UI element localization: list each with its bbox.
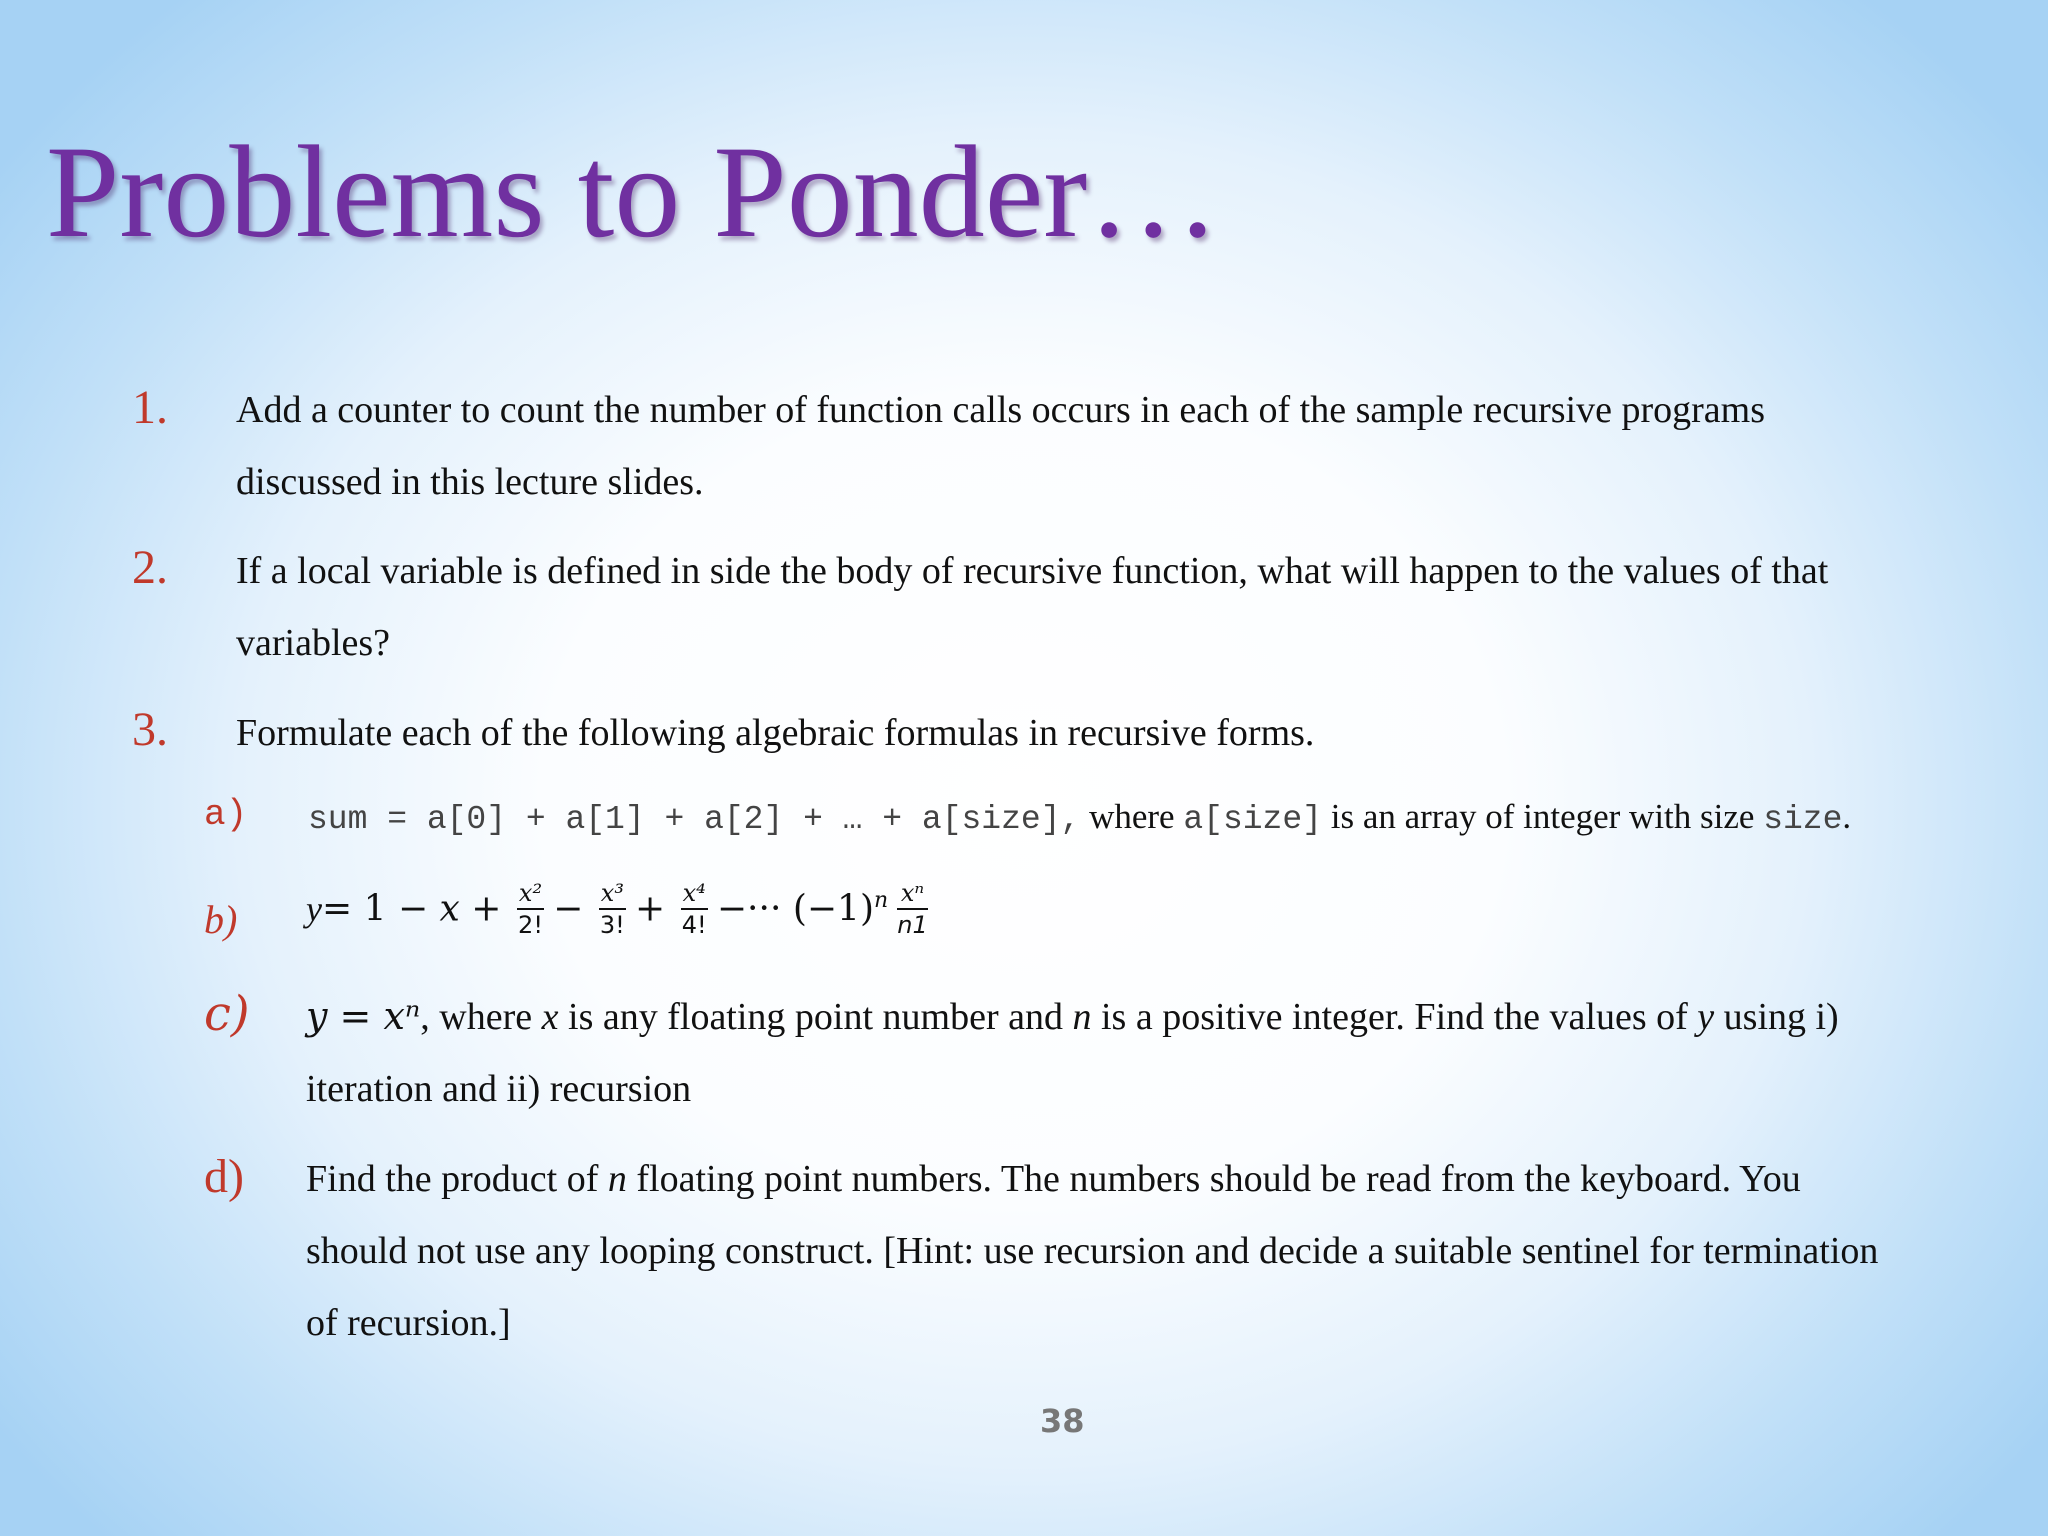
sub-d-t2: floating point numbers. The numbers should be read from the keyboard. You should not use any looping construct. [Hint: use recursion and decide a suitable sentinel for termination of recursion.]	[306, 1158, 1879, 1344]
problem-2-text: If a local variable is defined in side the body of recursive function, what will happen to the values of that variables?	[236, 550, 1829, 664]
sub-a-text	[308, 790, 1851, 847]
sub-c-y: y	[1697, 996, 1715, 1038]
math-y: y	[306, 889, 322, 929]
fraction-denominator: n1	[897, 911, 928, 939]
math-plus-1: +	[459, 888, 513, 930]
fraction-numerator: xⁿ	[897, 878, 927, 910]
sub-a-array: a[size]	[1183, 801, 1322, 838]
sub-b-formula	[306, 878, 932, 978]
sub-c-letter: c)	[204, 986, 250, 1042]
math-tail: −··· (−1)	[716, 888, 874, 930]
sub-d-t1: Find the product of	[306, 1158, 608, 1200]
sub-c-x: x	[541, 996, 559, 1038]
fraction-x4-4	[681, 878, 708, 940]
problem-3-number: 3.	[132, 703, 168, 756]
sub-c-n: n	[1072, 996, 1092, 1038]
sub-a-size: size	[1763, 801, 1843, 838]
sub-d-letter: d)	[204, 1150, 244, 1203]
fraction-numerator: x⁴	[681, 878, 708, 910]
sub-c-formula: y = xⁿ	[306, 994, 421, 1038]
slide-title: Problems to Ponder…	[46, 118, 1220, 265]
page-number: 38	[1040, 1402, 1085, 1440]
math-minus-1: −	[553, 888, 595, 930]
sub-a-code: sum = a[0] + a[1] + a[2] + … + a[size],	[308, 801, 1081, 838]
math-exponent-n: n	[874, 888, 889, 914]
sub-c-t1: , where	[420, 996, 542, 1038]
math-eq: = 1 −	[321, 888, 440, 930]
sub-d-n: n	[607, 1158, 627, 1200]
fraction-x3-3	[599, 878, 626, 940]
sub-d-text	[306, 1143, 1906, 1359]
sub-a-letter: a)	[204, 794, 248, 835]
problem-3-text: Formulate each of the following algebraic formulas in recursive forms.	[236, 712, 1315, 754]
sub-c-t3: is a positive integer. Find the values of	[1091, 996, 1698, 1038]
sub-c-t2: is any floating point number and	[558, 996, 1073, 1038]
sub-a-end: .	[1842, 797, 1852, 836]
fraction-denominator: 3!	[599, 911, 625, 939]
fraction-numerator: x³	[599, 878, 626, 910]
sub-c-text	[306, 980, 1946, 1125]
sub-a-mid: is an array of integer with size	[1330, 797, 1755, 836]
math-plus-2: +	[635, 888, 677, 930]
fraction-x2-2	[517, 878, 544, 940]
fraction-denominator: 2!	[518, 911, 543, 939]
sub-c-t4: using i) iteration and ii) recursion	[306, 996, 1839, 1110]
problem-2-number: 2.	[132, 541, 168, 594]
fraction-numerator: x²	[517, 878, 544, 910]
math-x: x	[439, 888, 460, 930]
problem-1-text: Add a counter to count the number of function calls occurs in each of the sample recursive programs discussed in this lecture slides.	[236, 389, 1765, 503]
problem-1-number: 1.	[132, 381, 168, 434]
fraction-xn-n1	[897, 878, 927, 940]
sub-a-where: where	[1089, 797, 1175, 836]
sub-b-letter: b)	[204, 897, 238, 942]
fraction-denominator: 4!	[681, 911, 707, 939]
